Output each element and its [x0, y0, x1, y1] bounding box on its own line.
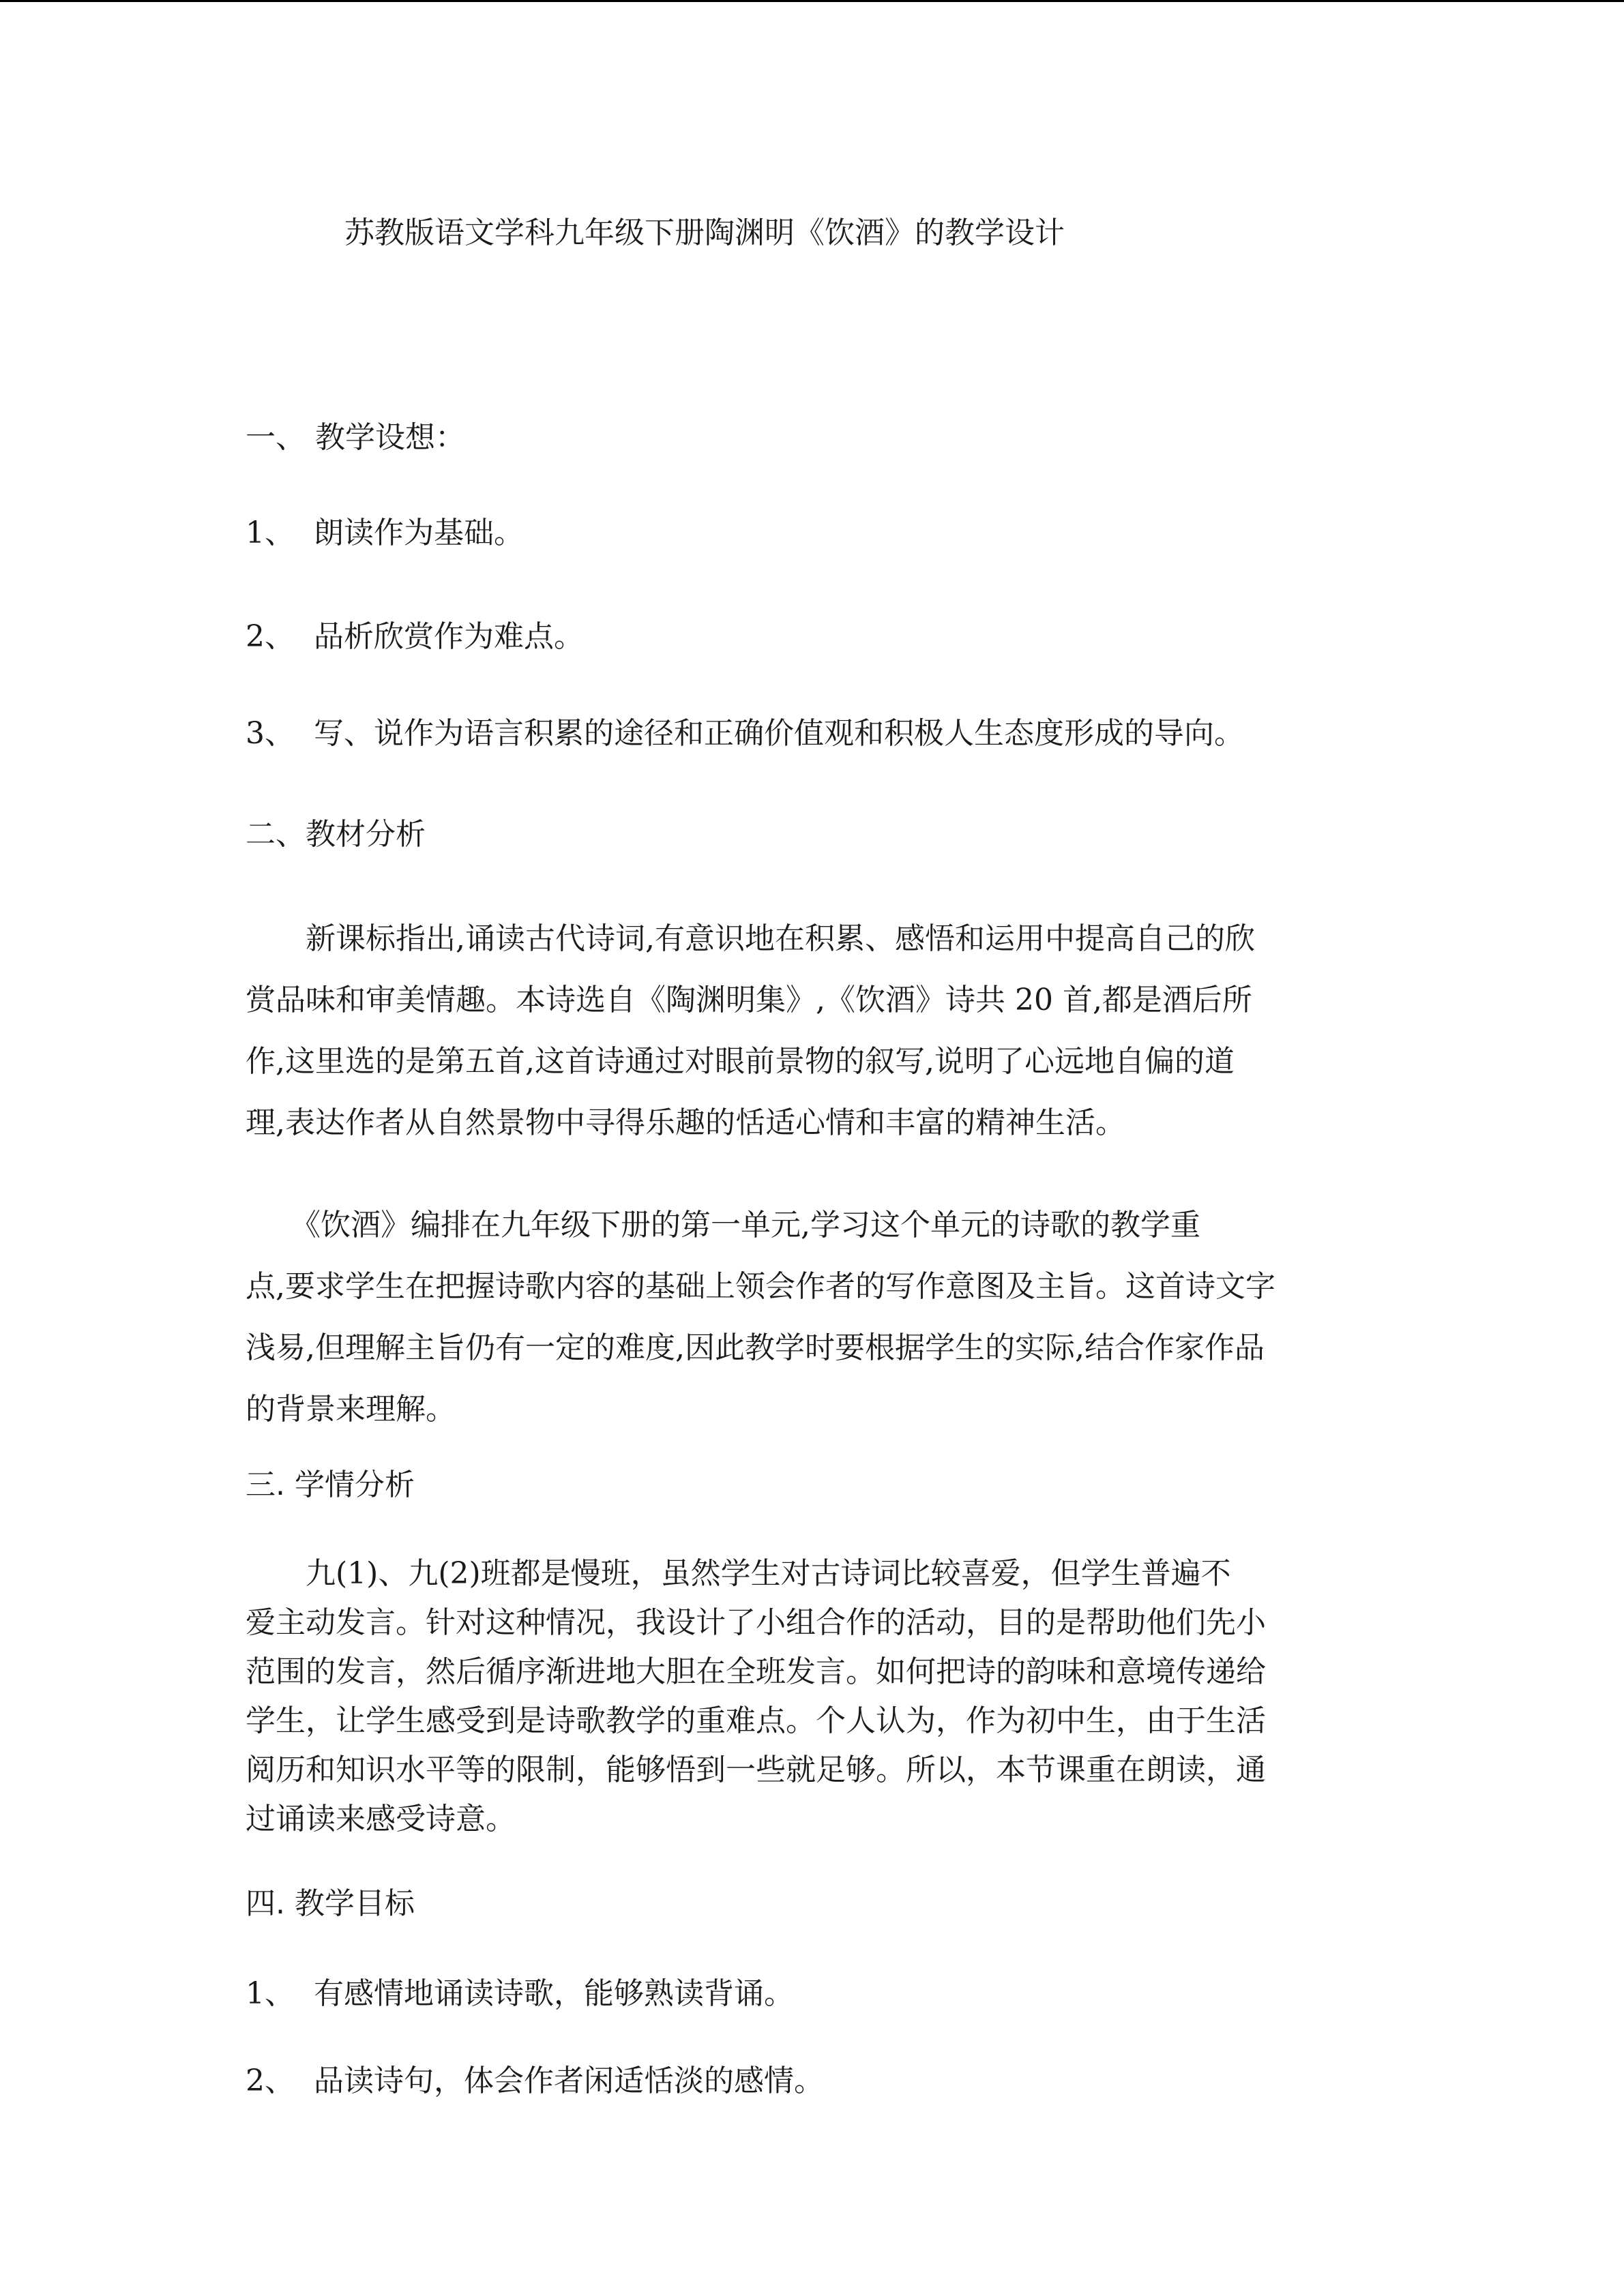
- paragraph-line: 新课标指出,诵读古代诗词,有意识地在积累、感悟和运用中提高自己的欣: [246, 921, 1255, 956]
- list-item-number: 2、: [246, 619, 295, 654]
- paragraph-line: 点,要求学生在把握诗歌内容的基础上领会作者的写作意图及主旨。这首诗文字: [246, 1269, 1275, 1304]
- document-page: [246, 0, 1378, 2296]
- paragraph: [246, 1195, 1378, 1440]
- list-item-text: 写、说作为语言积累的途径和正确价值观和积极人生态度形成的导向。: [314, 716, 1244, 751]
- list-item-number: 1、: [246, 516, 295, 550]
- section-heading-teaching-goals: 四. 教学目标: [246, 1886, 415, 1921]
- paragraph-line: 阅历和知识水平等的限制，能够悟到一些就足够。所以，本节课重在朗读，通: [246, 1753, 1266, 1787]
- paragraph-line: 《饮酒》编排在九年级下册的第一单元,学习这个单元的诗歌的教学重: [246, 1208, 1200, 1242]
- paragraph-line: 作,这里选的是第五首,这首诗通过对眼前景物的叙写,说明了心远地自偏的道: [246, 1044, 1235, 1079]
- section-heading-textbook-analysis: 二、教材分析: [246, 817, 426, 852]
- list-item: [246, 1973, 794, 2014]
- list-item: [246, 513, 524, 554]
- paragraph: [246, 908, 1378, 1154]
- section-heading-student-analysis: 三. 学情分析: [246, 1467, 415, 1502]
- list-item-text: 品析欣赏作为难点。: [314, 619, 584, 654]
- list-item-text: 有感情地诵读诗歌，能够熟读背诵。: [314, 1976, 794, 2011]
- paragraph-line: 的背景来理解。: [246, 1392, 456, 1427]
- document-title: 苏教版语文学科九年级下册陶渊明《饮酒》的教学设计: [344, 215, 1065, 250]
- list-item-number: 3、: [246, 716, 295, 751]
- list-item: [246, 713, 1244, 754]
- paragraph-line: 学生，让学生感受到是诗歌教学的重难点。个人认为，作为初中生，由于生活: [246, 1703, 1266, 1738]
- list-item-number: 1、: [246, 1976, 295, 2011]
- paragraph-line: 浅易,但理解主旨仍有一定的难度,因此教学时要根据学生的实际,结合作家作品: [246, 1330, 1265, 1365]
- list-item-text: 朗读作为基础。: [314, 516, 524, 550]
- paragraph-line: 过诵读来感受诗意。: [246, 1802, 516, 1836]
- paragraph-line: 爱主动发言。针对这种情况，我设计了小组合作的活动，目的是帮助他们先小: [246, 1605, 1266, 1640]
- section-heading-teaching-idea: 一、 教学设想：: [246, 420, 465, 455]
- paragraph-line: 九(1)、九(2)班都是慢班，虽然学生对古诗词比较喜爱，但学生普遍不: [246, 1556, 1231, 1591]
- list-item-number: 2、: [246, 2063, 295, 2098]
- list-item: [246, 616, 584, 657]
- paragraph-line: 范围的发言，然后循序渐进地大胆在全班发言。如何把诗的韵味和意境传递给: [246, 1654, 1266, 1689]
- paragraph-line: 理,表达作者从自然景物中寻得乐趣的恬适心情和丰富的精神生活。: [246, 1105, 1125, 1140]
- list-item-text: 品读诗句，体会作者闲适恬淡的感情。: [314, 2063, 824, 2098]
- paragraph: [246, 1549, 1378, 1844]
- list-item: [246, 2061, 824, 2102]
- paragraph-line: 赏品味和审美情趣。本诗选自《陶渊明集》,《饮酒》诗共 20 首,都是酒后所: [246, 983, 1252, 1017]
